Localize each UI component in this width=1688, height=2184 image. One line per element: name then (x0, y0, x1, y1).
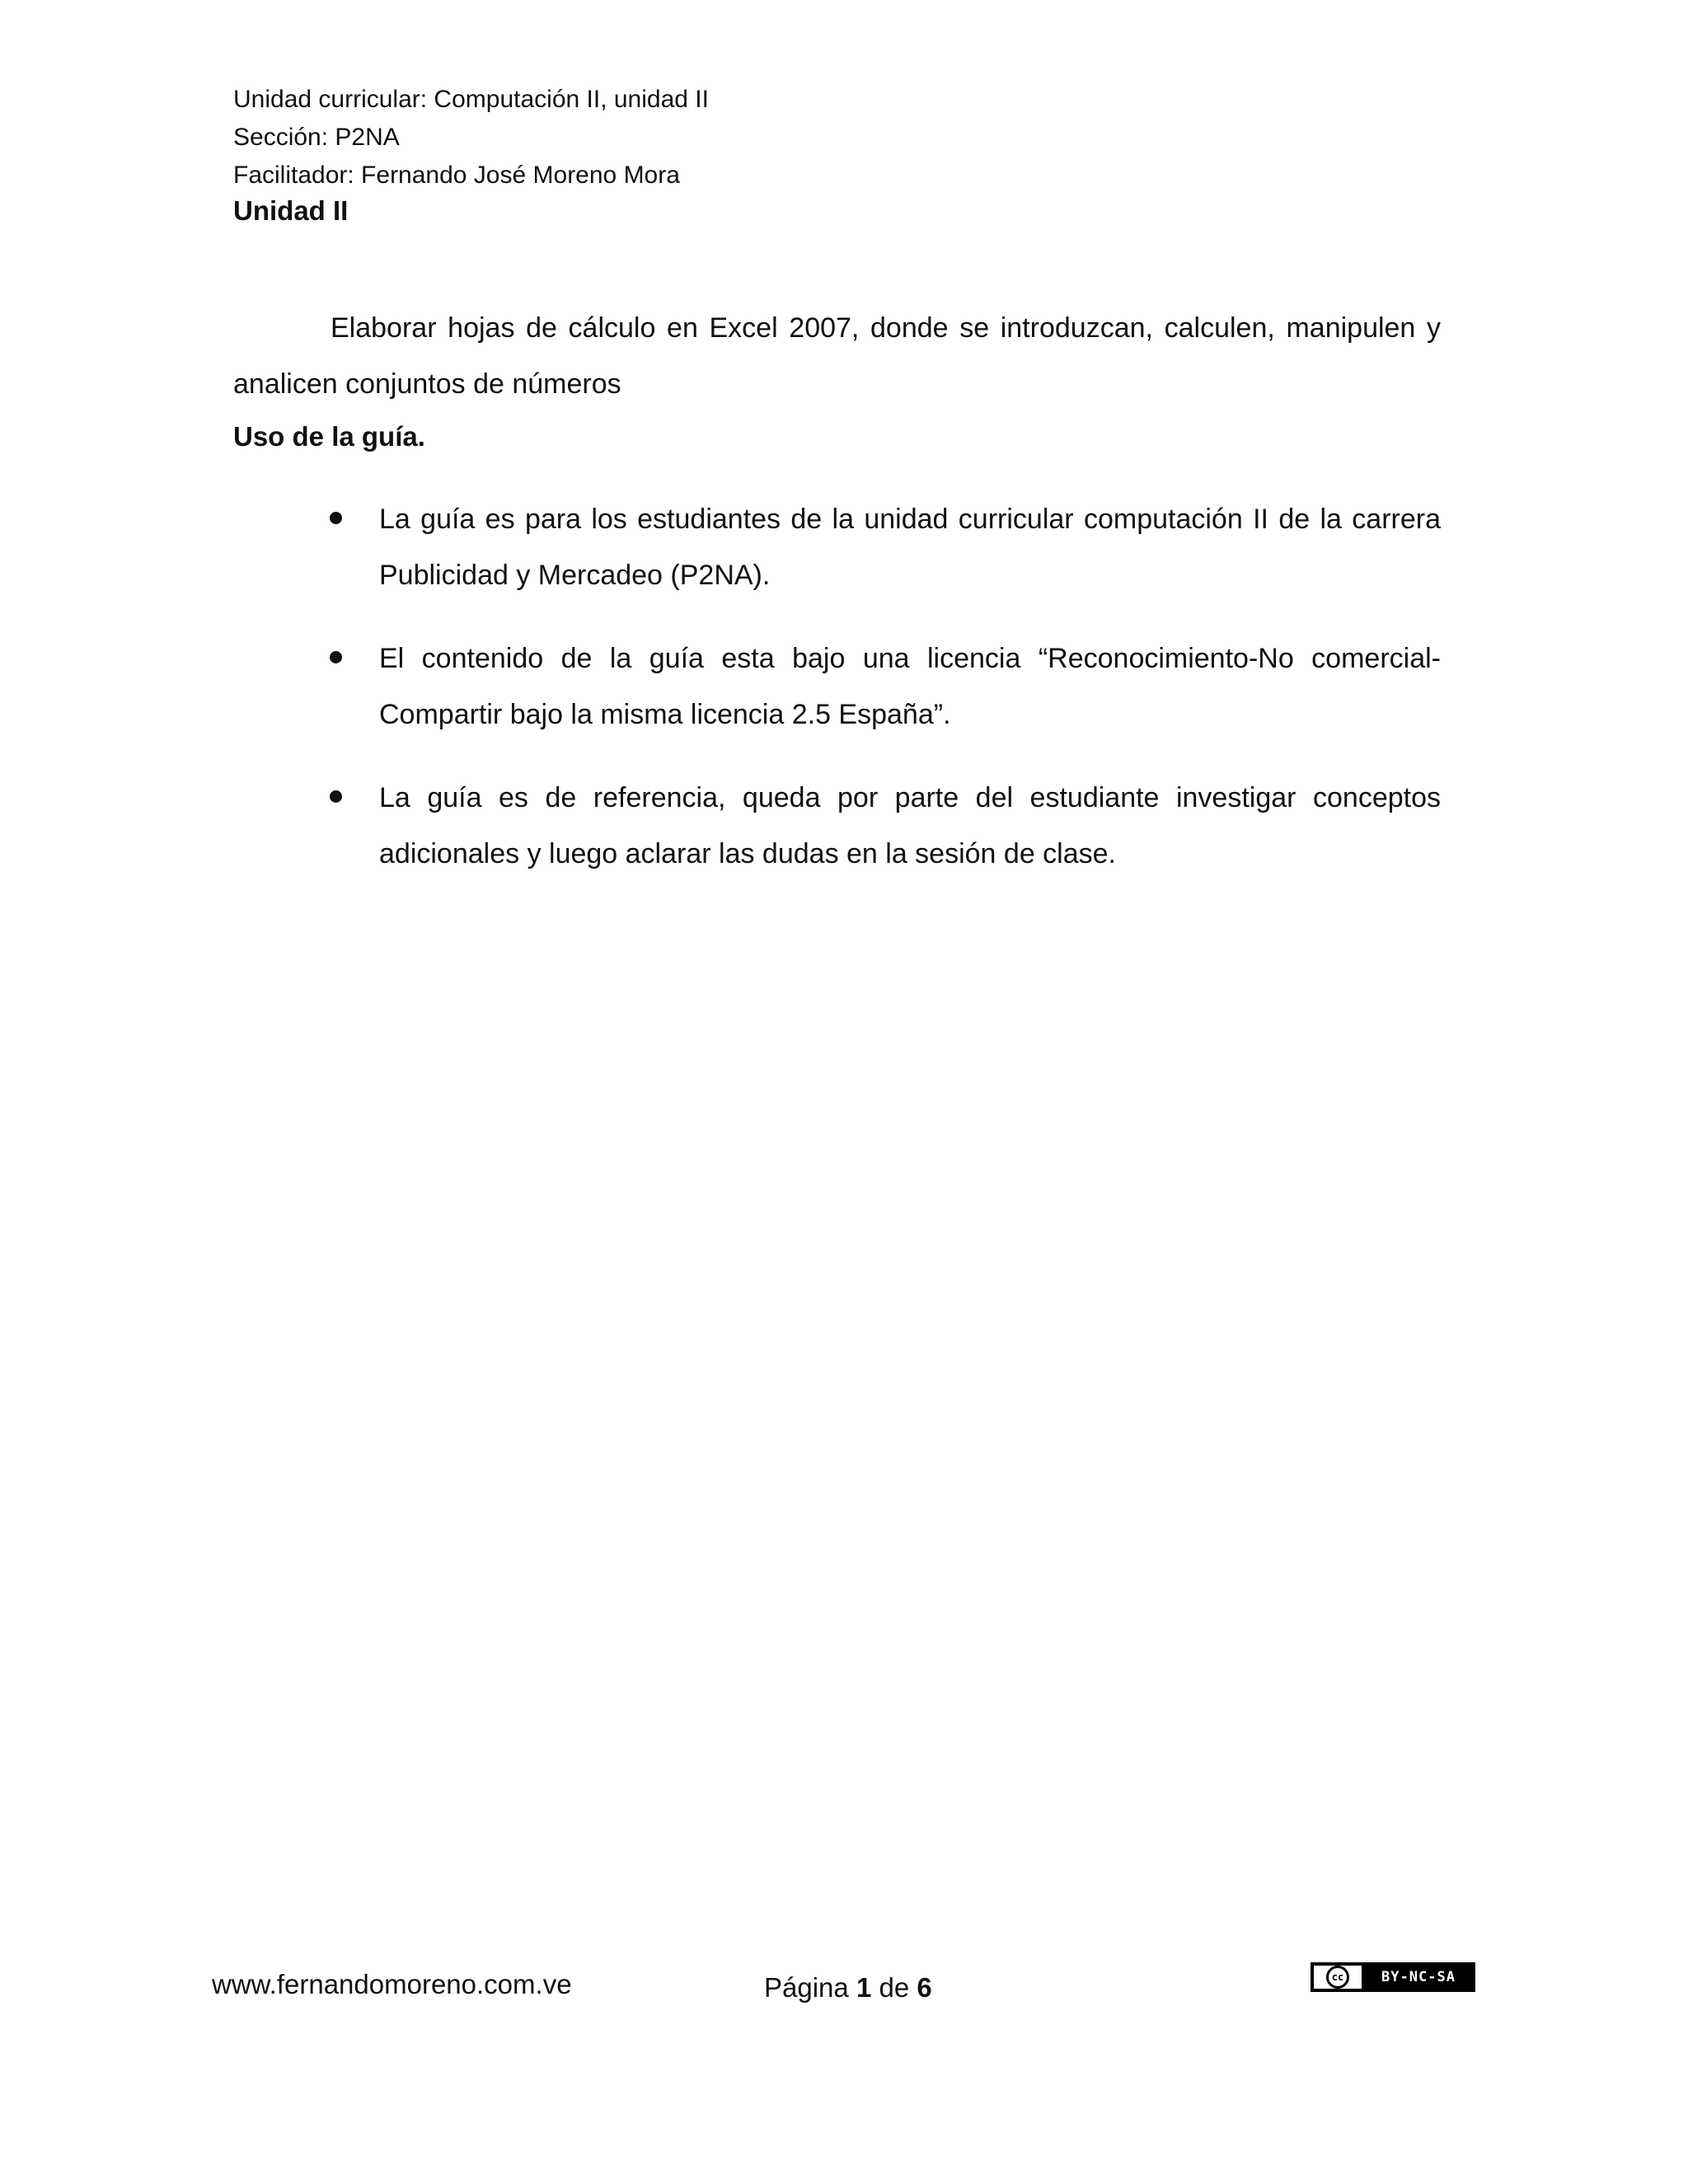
list-item (330, 770, 1441, 882)
bullet-icon (330, 790, 342, 803)
page-label: Página (764, 1972, 849, 2003)
list-item (330, 491, 1441, 603)
list-item-text: La guía es para los estudiantes de la unidad curricular computación II de la carrera Publicidad y Mercadeo (P2NA). (379, 504, 1441, 591)
document-header (233, 81, 1453, 229)
list-item (330, 630, 1441, 743)
cc-license-badge (1311, 1962, 1475, 1992)
page-total: 6 (917, 1972, 932, 2003)
footer-website: www.fernandomoreno.com.ve (212, 1969, 572, 1999)
course-line: Unidad curricular: Computación II, unidad II (233, 86, 709, 113)
list-item-text: La guía es de referencia, queda por parte del estudiante investigar conceptos adicionales y luego aclarar las dudas en la sesión de clase. (379, 782, 1441, 869)
cc-license-type: BY-NC-SA (1381, 1969, 1456, 1985)
section-line: Sección: P2NA (233, 124, 400, 151)
bullet-icon (330, 512, 342, 524)
list-item-text: El contenido de la guía esta bajo una licencia “Reconocimiento-No comercial-Compartir bajo la misma licencia 2.5 España”. (379, 643, 1441, 730)
bullet-icon (330, 651, 342, 663)
page-number (764, 1970, 932, 2006)
cc-logo-icon (1312, 1964, 1363, 1990)
cc-circle-text: cc (1326, 1966, 1349, 1989)
guide-usage-list (330, 491, 1441, 909)
page-of-label: de (879, 1972, 910, 2003)
objective-paragraph: Elaborar hojas de cálculo en Excel 2007, donde se introduzcan, calculen, manipulen y analicen conjuntos de números (233, 312, 1441, 400)
page-current: 1 (856, 1972, 872, 2003)
guide-usage-heading: Uso de la guía. (233, 421, 425, 452)
facilitator-line: Facilitador: Fernando José Moreno Mora (233, 162, 680, 189)
unit-title: Unidad II (233, 195, 349, 226)
